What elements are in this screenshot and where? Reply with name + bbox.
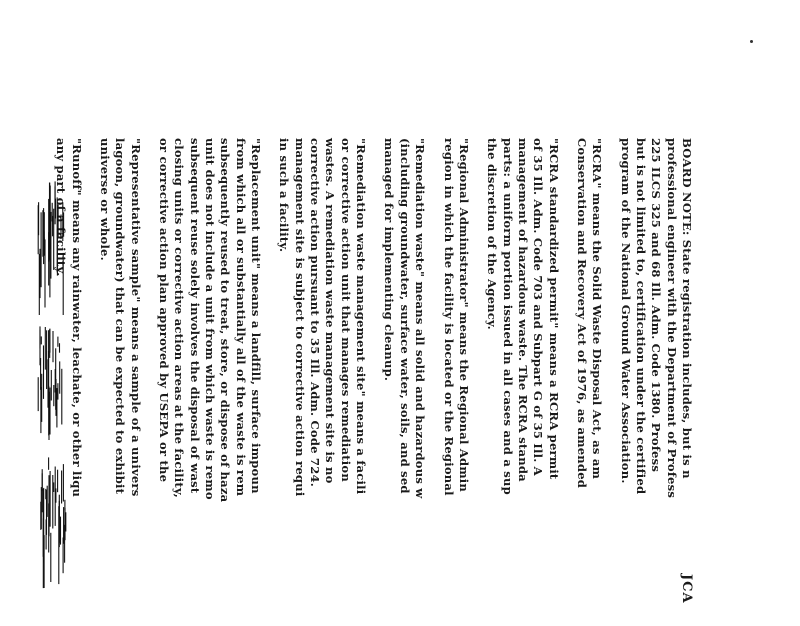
text-line: subsequent reuse solely involves the disposal of wast (187, 138, 202, 494)
text-line: subsequently reused to treat, store, or dispose of haza (218, 138, 233, 503)
text-line: Conservation and Recovery Act of 1976, as amended (574, 138, 589, 489)
text-line: of 35 Ill. Adm. Code 703 and Subpart G of 35 Ill. A (531, 138, 546, 476)
text-line: "Replacement unit" means a landfill, surface impoun (249, 138, 264, 494)
text-line: "Representative sample" means a sample of a univers (128, 138, 143, 497)
text-line: "Remediation waste management site" means a facili (354, 138, 369, 495)
text-line: managed for implementing cleanup. (382, 138, 397, 382)
text-line: "RCRA" means the Solid Waste Disposal Act, as am (590, 138, 605, 480)
text-line: 225 ILCS 325 and 68 Ill. Adm. Code 1380. Profess (649, 138, 664, 473)
text-line: in such a facility. (277, 138, 292, 253)
text-line: professional engineer with the Department of Profess (664, 138, 679, 499)
text-line: "Remediation waste" means all solid and hazardous w (413, 138, 428, 499)
text-line: BOARD NOTE: State registration includes, but is n (680, 138, 694, 479)
text-line: corrective action pursuant to 35 Ill. Adm. Code 724. (308, 138, 323, 487)
text-line: lagoon, groundwater) that can be expected to exhibit (113, 138, 128, 495)
text-line: parts: a uniform portion issued in all cases and a sup (500, 138, 515, 495)
text-line: "Regional Administrator" means the Regional Admin (456, 138, 471, 493)
text-line: management site is subject to corrective action requi (292, 138, 307, 497)
text-line: but is not limited to, certification under the certified (633, 138, 648, 495)
text-line: closing units or corrective action areas at the facility, (172, 138, 187, 499)
text-line: or corrective action plan approved by USEPA or the (157, 138, 172, 483)
text-line: from which all or substantially all of the waste is rem (233, 138, 248, 497)
text-line: wastes. A remediation waste management site is no (323, 138, 338, 484)
text-line: any part of a facility. (54, 138, 69, 277)
text-line: or corrective action unit that manages remediation (338, 138, 353, 482)
text-line: (including groundwater, surface water, soils, and sed (397, 138, 412, 494)
text-line: program of the National Ground Water Association. (618, 138, 633, 484)
text-line: "RCRA standardized permit" means a RCRA permit (546, 138, 561, 480)
text-line: universe or whole. (98, 138, 112, 261)
text-line: management of hazardous waste. The RCRA standa (515, 138, 530, 482)
page-header-mark: JCA (679, 574, 694, 604)
text-line: region in which the facility is located or the Regional (441, 138, 456, 496)
text-line: the discretion of the Agency. (485, 138, 500, 330)
text-line: "Runoff" means any rainwater, leachate, or other liqu (69, 138, 84, 498)
text-line: unit does not include a unit from which waste is remo (203, 138, 218, 500)
